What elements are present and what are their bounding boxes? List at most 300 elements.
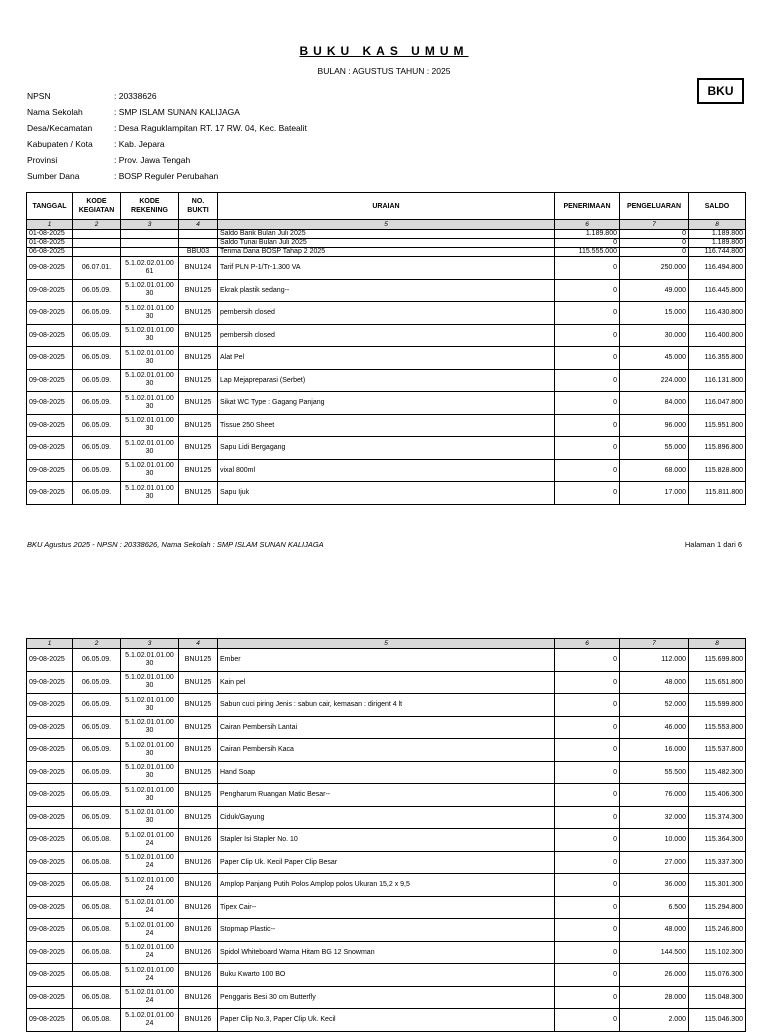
- table-cell: BNU125: [179, 437, 218, 460]
- table-cell: 09-08-2025: [27, 694, 73, 717]
- table-cell: 5.1.02.01.01.00 30: [121, 716, 179, 739]
- table-cell: 5.1.02.01.01.00 30: [121, 761, 179, 784]
- table-cell: Paper Clip No.3, Paper Clip Uk. Kecil: [218, 1009, 555, 1032]
- table-cell: BNU125: [179, 482, 218, 505]
- table-row: [27, 482, 746, 505]
- table-row: [27, 1009, 746, 1032]
- info-value: : SMP ISLAM SUNAN KALIJAGA: [114, 107, 240, 117]
- table-row: [27, 986, 746, 1009]
- table-cell: 46.000: [620, 716, 689, 739]
- table-cell: Buku Kwarto 100 BO: [218, 964, 555, 987]
- table-cell: 115.337.300: [689, 851, 746, 874]
- info-row: [27, 88, 307, 104]
- table-cell: 06.05.09.: [73, 761, 121, 784]
- table-cell: 115.537.800: [689, 739, 746, 762]
- table-cell: 09-08-2025: [27, 671, 73, 694]
- table-cell: Pengharum Ruangan Matic Besar--: [218, 784, 555, 807]
- table-cell: 5.1.02.01.01.00 24: [121, 1009, 179, 1032]
- column-number: 8: [689, 220, 746, 230]
- table-cell: 09-08-2025: [27, 302, 73, 325]
- table-cell: BNU125: [179, 459, 218, 482]
- table-cell: 0: [555, 649, 620, 672]
- table-cell: 115.555.000: [555, 248, 620, 257]
- column-header: TANGGAL: [27, 193, 73, 220]
- table-cell: 5.1.02.01.01.00 24: [121, 964, 179, 987]
- table-cell: 0: [555, 1009, 620, 1032]
- table-row: [27, 230, 746, 239]
- table-cell: 09-08-2025: [27, 919, 73, 942]
- table-cell: 250.000: [620, 257, 689, 280]
- table-cell: 06.05.09.: [73, 739, 121, 762]
- info-value: : Desa Raguklampitan RT. 17 RW. 04, Kec. Batealit: [114, 123, 307, 133]
- table-cell: 06.05.09.: [73, 694, 121, 717]
- table-row: [27, 851, 746, 874]
- table-cell: 76.000: [620, 784, 689, 807]
- table-cell: Paper Clip Uk. Kecil Paper Clip Besar: [218, 851, 555, 874]
- table-cell: 09-08-2025: [27, 784, 73, 807]
- table-cell: 09-08-2025: [27, 941, 73, 964]
- table-cell: 144.500: [620, 941, 689, 964]
- table-cell: 115.951.800: [689, 414, 746, 437]
- table-cell: Sapu Lidi Bergagang: [218, 437, 555, 460]
- table-cell: Tarif PLN P-1/Tr-1.300 VA: [218, 257, 555, 280]
- table-cell: 5.1.02.01.01.00 30: [121, 671, 179, 694]
- table-cell: 06.05.09.: [73, 671, 121, 694]
- table-row: [27, 437, 746, 460]
- table-cell: 5.1.02.01.01.00 30: [121, 694, 179, 717]
- info-label: Desa/Kecamatan: [27, 123, 93, 133]
- column-number: 3: [121, 639, 179, 649]
- table-row: [27, 257, 746, 280]
- table-cell: BNU125: [179, 739, 218, 762]
- table-cell: BNU126: [179, 851, 218, 874]
- table-cell: BNU126: [179, 986, 218, 1009]
- table-cell: 0: [555, 941, 620, 964]
- column-number: 1: [27, 220, 73, 230]
- table-cell: BNU126: [179, 919, 218, 942]
- table-cell: 115.699.800: [689, 649, 746, 672]
- table-cell: Amplop Panjang Putih Polos Amplop polos Ukuran 15,2 x 9,5: [218, 874, 555, 897]
- bku-table-page1: [26, 192, 746, 505]
- table-cell: 0: [555, 369, 620, 392]
- table-cell: 5.1.02.01.01.00 30: [121, 482, 179, 505]
- table-row: [27, 649, 746, 672]
- table-cell: BNU125: [179, 324, 218, 347]
- table-row: [27, 369, 746, 392]
- table-cell: 09-08-2025: [27, 874, 73, 897]
- table-row: [27, 694, 746, 717]
- bku-badge: BKU: [697, 78, 744, 104]
- table-cell: Lap Mejapreparasi (Serbet): [218, 369, 555, 392]
- table-row: [27, 784, 746, 807]
- column-header: URAIAN: [218, 193, 555, 220]
- table-cell: 115.102.300: [689, 941, 746, 964]
- column-header: KODE REKENING: [121, 193, 179, 220]
- table-cell: 06.05.09.: [73, 347, 121, 370]
- table-cell: [73, 248, 121, 257]
- school-info: [27, 88, 307, 184]
- table-cell: 06.05.08.: [73, 1009, 121, 1032]
- table-cell: Stapler Isi Stapler No. 10: [218, 829, 555, 852]
- table-cell: 115.076.300: [689, 964, 746, 987]
- table-row: [27, 806, 746, 829]
- table-cell: 27.000: [620, 851, 689, 874]
- document-subtitle: BULAN : AGUSTUS TAHUN : 2025: [317, 66, 451, 76]
- table-cell: 5.1.02.01.01.00 30: [121, 347, 179, 370]
- column-number: 5: [218, 220, 555, 230]
- table-cell: [73, 239, 121, 248]
- column-number: 1: [27, 639, 73, 649]
- table-cell: 0: [555, 347, 620, 370]
- table-row: [27, 239, 746, 248]
- column-number: 8: [689, 639, 746, 649]
- table-cell: 10.000: [620, 829, 689, 852]
- table-cell: vixal 800ml: [218, 459, 555, 482]
- table-cell: Sabun cuci piring Jenis : sabun cair, kemasan : dirigent 4 lt: [218, 694, 555, 717]
- table-cell: Stopmap Plastic--: [218, 919, 555, 942]
- table-cell: 09-08-2025: [27, 761, 73, 784]
- column-number: 4: [179, 639, 218, 649]
- table-cell: Cairan Pembersih Lantai: [218, 716, 555, 739]
- table-cell: [179, 239, 218, 248]
- table-row: [27, 761, 746, 784]
- column-header: SALDO: [689, 193, 746, 220]
- table-cell: 0: [555, 482, 620, 505]
- table-cell: 0: [620, 248, 689, 257]
- table-cell: BNU125: [179, 761, 218, 784]
- table-cell: 5.1.02.01.01.00 24: [121, 941, 179, 964]
- table-cell: Sapu Ijuk: [218, 482, 555, 505]
- table-cell: 0: [555, 459, 620, 482]
- page-indicator: Halaman 1 dari 6: [684, 540, 742, 549]
- table-cell: 5.1.02.02.01.00 61: [121, 257, 179, 280]
- table-cell: 55.500: [620, 761, 689, 784]
- table-cell: 115.553.800: [689, 716, 746, 739]
- table-cell: 32.000: [620, 806, 689, 829]
- table-row: [27, 459, 746, 482]
- table-cell: 06.05.09.: [73, 369, 121, 392]
- table-cell: 0: [555, 239, 620, 248]
- table-cell: 116.494.800: [689, 257, 746, 280]
- table-cell: 0: [555, 671, 620, 694]
- table-row: [27, 671, 746, 694]
- table-cell: 1.189.800: [555, 230, 620, 239]
- table-cell: BNU125: [179, 392, 218, 415]
- table-cell: 116.400.800: [689, 324, 746, 347]
- table-cell: 5.1.02.01.01.00 30: [121, 806, 179, 829]
- table-cell: 48.000: [620, 671, 689, 694]
- table-cell: 0: [555, 964, 620, 987]
- table-cell: 28.000: [620, 986, 689, 1009]
- column-header: KODE KEGIATAN: [73, 193, 121, 220]
- table-cell: 5.1.02.01.01.00 30: [121, 369, 179, 392]
- table-cell: 01-08-2025: [27, 230, 73, 239]
- table-row: [27, 279, 746, 302]
- table-cell: 09-08-2025: [27, 459, 73, 482]
- column-number: 4: [179, 220, 218, 230]
- table-cell: 06.05.09.: [73, 392, 121, 415]
- table-cell: BNU124: [179, 257, 218, 280]
- table-row: [27, 919, 746, 942]
- info-label: NPSN: [27, 91, 51, 101]
- table-cell: BNU125: [179, 369, 218, 392]
- table-cell: BNU126: [179, 829, 218, 852]
- table-cell: BNU125: [179, 784, 218, 807]
- table-cell: 5.1.02.01.01.00 24: [121, 874, 179, 897]
- table-cell: 5.1.02.01.01.00 30: [121, 414, 179, 437]
- table-cell: BNU126: [179, 964, 218, 987]
- table-cell: 06.05.09.: [73, 302, 121, 325]
- table-cell: pembersih closed: [218, 302, 555, 325]
- table-row: [27, 896, 746, 919]
- table-cell: 115.811.800: [689, 482, 746, 505]
- table-cell: 09-08-2025: [27, 324, 73, 347]
- table-cell: 0: [555, 279, 620, 302]
- table-cell: 0: [555, 806, 620, 829]
- table-cell: 15.000: [620, 302, 689, 325]
- table-cell: 0: [555, 716, 620, 739]
- table-cell: BNU125: [179, 414, 218, 437]
- table-cell: 09-08-2025: [27, 829, 73, 852]
- table-cell: 52.000: [620, 694, 689, 717]
- table-cell: 5.1.02.01.01.00 30: [121, 739, 179, 762]
- table-cell: 116.430.800: [689, 302, 746, 325]
- table-cell: 09-08-2025: [27, 964, 73, 987]
- table-cell: 06.05.08.: [73, 941, 121, 964]
- table-cell: 06.05.09.: [73, 414, 121, 437]
- table-cell: 06.05.08.: [73, 919, 121, 942]
- column-number: 6: [555, 220, 620, 230]
- table-cell: 115.896.800: [689, 437, 746, 460]
- table-cell: Kain pel: [218, 671, 555, 694]
- table-cell: 1.189.800: [689, 239, 746, 248]
- table-cell: 5.1.02.01.01.00 30: [121, 392, 179, 415]
- info-label: Nama Sekolah: [27, 107, 83, 117]
- table-row: [27, 414, 746, 437]
- table-cell: [121, 248, 179, 257]
- table-cell: 5.1.02.01.01.00 30: [121, 324, 179, 347]
- table-cell: 0: [555, 257, 620, 280]
- table-cell: BNU125: [179, 806, 218, 829]
- table-cell: 09-08-2025: [27, 437, 73, 460]
- info-value: : BOSP Reguler Perubahan: [114, 171, 219, 181]
- table-row: [27, 248, 746, 257]
- info-row: [27, 104, 307, 120]
- table-row: [27, 874, 746, 897]
- table-cell: Cairan Pembersih Kaca: [218, 739, 555, 762]
- table-cell: 116.047.800: [689, 392, 746, 415]
- table-cell: [121, 239, 179, 248]
- table-cell: 0: [555, 784, 620, 807]
- table-cell: 112.000: [620, 649, 689, 672]
- table-cell: 116.445.800: [689, 279, 746, 302]
- table-cell: Tipex Cair--: [218, 896, 555, 919]
- table-cell: 0: [555, 414, 620, 437]
- table-cell: 0: [555, 919, 620, 942]
- table-cell: Ekrak plastik sedang--: [218, 279, 555, 302]
- table-cell: 224.000: [620, 369, 689, 392]
- table-cell: 68.000: [620, 459, 689, 482]
- table-cell: 36.000: [620, 874, 689, 897]
- column-number: 2: [73, 639, 121, 649]
- table-cell: 06.05.08.: [73, 986, 121, 1009]
- table-cell: 0: [555, 986, 620, 1009]
- table-cell: pembersih closed: [218, 324, 555, 347]
- table-cell: 06.07.01.: [73, 257, 121, 280]
- table-cell: 5.1.02.01.01.00 30: [121, 437, 179, 460]
- info-row: [27, 136, 307, 152]
- table-row: [27, 829, 746, 852]
- table-cell: 09-08-2025: [27, 414, 73, 437]
- table-cell: 09-08-2025: [27, 716, 73, 739]
- table-cell: 5.1.02.01.01.00 24: [121, 986, 179, 1009]
- table-cell: 09-08-2025: [27, 986, 73, 1009]
- info-row: [27, 120, 307, 136]
- table-cell: 5.1.02.01.01.00 24: [121, 829, 179, 852]
- table-row: [27, 324, 746, 347]
- table-cell: 6.500: [620, 896, 689, 919]
- table-cell: 48.000: [620, 919, 689, 942]
- table-cell: 0: [555, 874, 620, 897]
- column-header: PENGELUARAN: [620, 193, 689, 220]
- table-cell: 84.000: [620, 392, 689, 415]
- table-cell: 09-08-2025: [27, 257, 73, 280]
- table-cell: Penggaris Besi 30 cm Butterfly: [218, 986, 555, 1009]
- table-cell: 115.374.300: [689, 806, 746, 829]
- column-header: NO. BUKTI: [179, 193, 218, 220]
- table-cell: 116.744.800: [689, 248, 746, 257]
- table-cell: 0: [555, 761, 620, 784]
- table-cell: 16.000: [620, 739, 689, 762]
- info-row: [27, 168, 307, 184]
- column-number: 7: [620, 220, 689, 230]
- table-cell: 06.05.09.: [73, 324, 121, 347]
- table-cell: 115.651.800: [689, 671, 746, 694]
- table-cell: Saldo Bank Bulan Juli 2025: [218, 230, 555, 239]
- table-cell: BNU125: [179, 279, 218, 302]
- column-number: 6: [555, 639, 620, 649]
- table-cell: 30.000: [620, 324, 689, 347]
- table-cell: BNU126: [179, 941, 218, 964]
- info-label: Kabupaten / Kota: [27, 139, 93, 149]
- table-cell: Tissue 250 Sheet: [218, 414, 555, 437]
- table-cell: 06.05.08.: [73, 896, 121, 919]
- info-value: : 20338626: [114, 91, 157, 101]
- info-label: Sumber Dana: [27, 171, 80, 181]
- table-row: [27, 739, 746, 762]
- table-cell: 09-08-2025: [27, 896, 73, 919]
- document-title: BUKU KAS UMUM: [299, 44, 469, 58]
- column-number: 7: [620, 639, 689, 649]
- table-row: [27, 302, 746, 325]
- table-cell: Spidol Whiteboard Warna Hitam BG 12 Snowman: [218, 941, 555, 964]
- table-cell: 0: [555, 851, 620, 874]
- table-cell: BNU125: [179, 649, 218, 672]
- table-cell: 09-08-2025: [27, 279, 73, 302]
- table-cell: 06.05.08.: [73, 964, 121, 987]
- table-row: [27, 716, 746, 739]
- table-cell: 06.05.09.: [73, 482, 121, 505]
- table-cell: 5.1.02.01.01.00 30: [121, 279, 179, 302]
- table-cell: 2.000: [620, 1009, 689, 1032]
- table-cell: BNU126: [179, 874, 218, 897]
- table-cell: 06.05.09.: [73, 716, 121, 739]
- table-cell: BNU125: [179, 347, 218, 370]
- bku-table-page2: [26, 638, 746, 1032]
- table-cell: 09-08-2025: [27, 649, 73, 672]
- table-cell: 09-08-2025: [27, 739, 73, 762]
- table-cell: 06.05.09.: [73, 279, 121, 302]
- table-cell: 5.1.02.01.01.00 24: [121, 896, 179, 919]
- table-cell: 06.05.09.: [73, 437, 121, 460]
- table-cell: 115.301.300: [689, 874, 746, 897]
- table-cell: 01-08-2025: [27, 239, 73, 248]
- table-cell: 116.355.800: [689, 347, 746, 370]
- column-number-row: [27, 220, 746, 230]
- table-cell: 115.482.300: [689, 761, 746, 784]
- table-cell: 09-08-2025: [27, 851, 73, 874]
- table-cell: 96.000: [620, 414, 689, 437]
- table-cell: 0: [555, 896, 620, 919]
- table-cell: 0: [555, 302, 620, 325]
- table-cell: 115.046.300: [689, 1009, 746, 1032]
- column-number-row: [27, 639, 746, 649]
- table-cell: 0: [620, 239, 689, 248]
- info-value: : Kab. Jepara: [114, 139, 165, 149]
- table-cell: 09-08-2025: [27, 392, 73, 415]
- column-number: 5: [218, 639, 555, 649]
- table-cell: 06.05.08.: [73, 874, 121, 897]
- table-cell: BNU125: [179, 302, 218, 325]
- info-row: [27, 152, 307, 168]
- table-cell: 06.05.09.: [73, 649, 121, 672]
- table-cell: Ciduk/Gayung: [218, 806, 555, 829]
- table-cell: 0: [620, 230, 689, 239]
- table-cell: 5.1.02.01.01.00 30: [121, 649, 179, 672]
- table-cell: 5.1.02.01.01.00 30: [121, 302, 179, 325]
- table-cell: 5.1.02.01.01.00 30: [121, 784, 179, 807]
- table-cell: BNU125: [179, 716, 218, 739]
- table-cell: 115.246.800: [689, 919, 746, 942]
- footer-note: BKU Agustus 2025 - NPSN : 20338626, Nama Sekolah : SMP ISLAM SUNAN KALIJAGA: [27, 540, 324, 549]
- table-header: [27, 193, 746, 220]
- table-cell: 17.000: [620, 482, 689, 505]
- table-cell: 09-08-2025: [27, 347, 73, 370]
- table-cell: 115.048.300: [689, 986, 746, 1009]
- table-cell: [121, 230, 179, 239]
- table-cell: 1.189.800: [689, 230, 746, 239]
- table-cell: 0: [555, 829, 620, 852]
- table-cell: 115.828.800: [689, 459, 746, 482]
- table-row: [27, 941, 746, 964]
- table-cell: [179, 230, 218, 239]
- table-cell: 0: [555, 392, 620, 415]
- table-cell: BNU126: [179, 1009, 218, 1032]
- table-cell: 06.05.09.: [73, 784, 121, 807]
- table-cell: 115.599.800: [689, 694, 746, 717]
- table-cell: 116.131.800: [689, 369, 746, 392]
- table-cell: 5.1.02.01.01.00 24: [121, 851, 179, 874]
- table-cell: 06-08-2025: [27, 248, 73, 257]
- table-cell: 26.000: [620, 964, 689, 987]
- table-cell: 115.294.800: [689, 896, 746, 919]
- table-cell: BBU03: [179, 248, 218, 257]
- table-cell: 06.05.08.: [73, 851, 121, 874]
- table-cell: 115.364.300: [689, 829, 746, 852]
- column-header: PENERIMAAN: [555, 193, 620, 220]
- table-cell: 0: [555, 437, 620, 460]
- table-cell: 5.1.02.01.01.00 24: [121, 919, 179, 942]
